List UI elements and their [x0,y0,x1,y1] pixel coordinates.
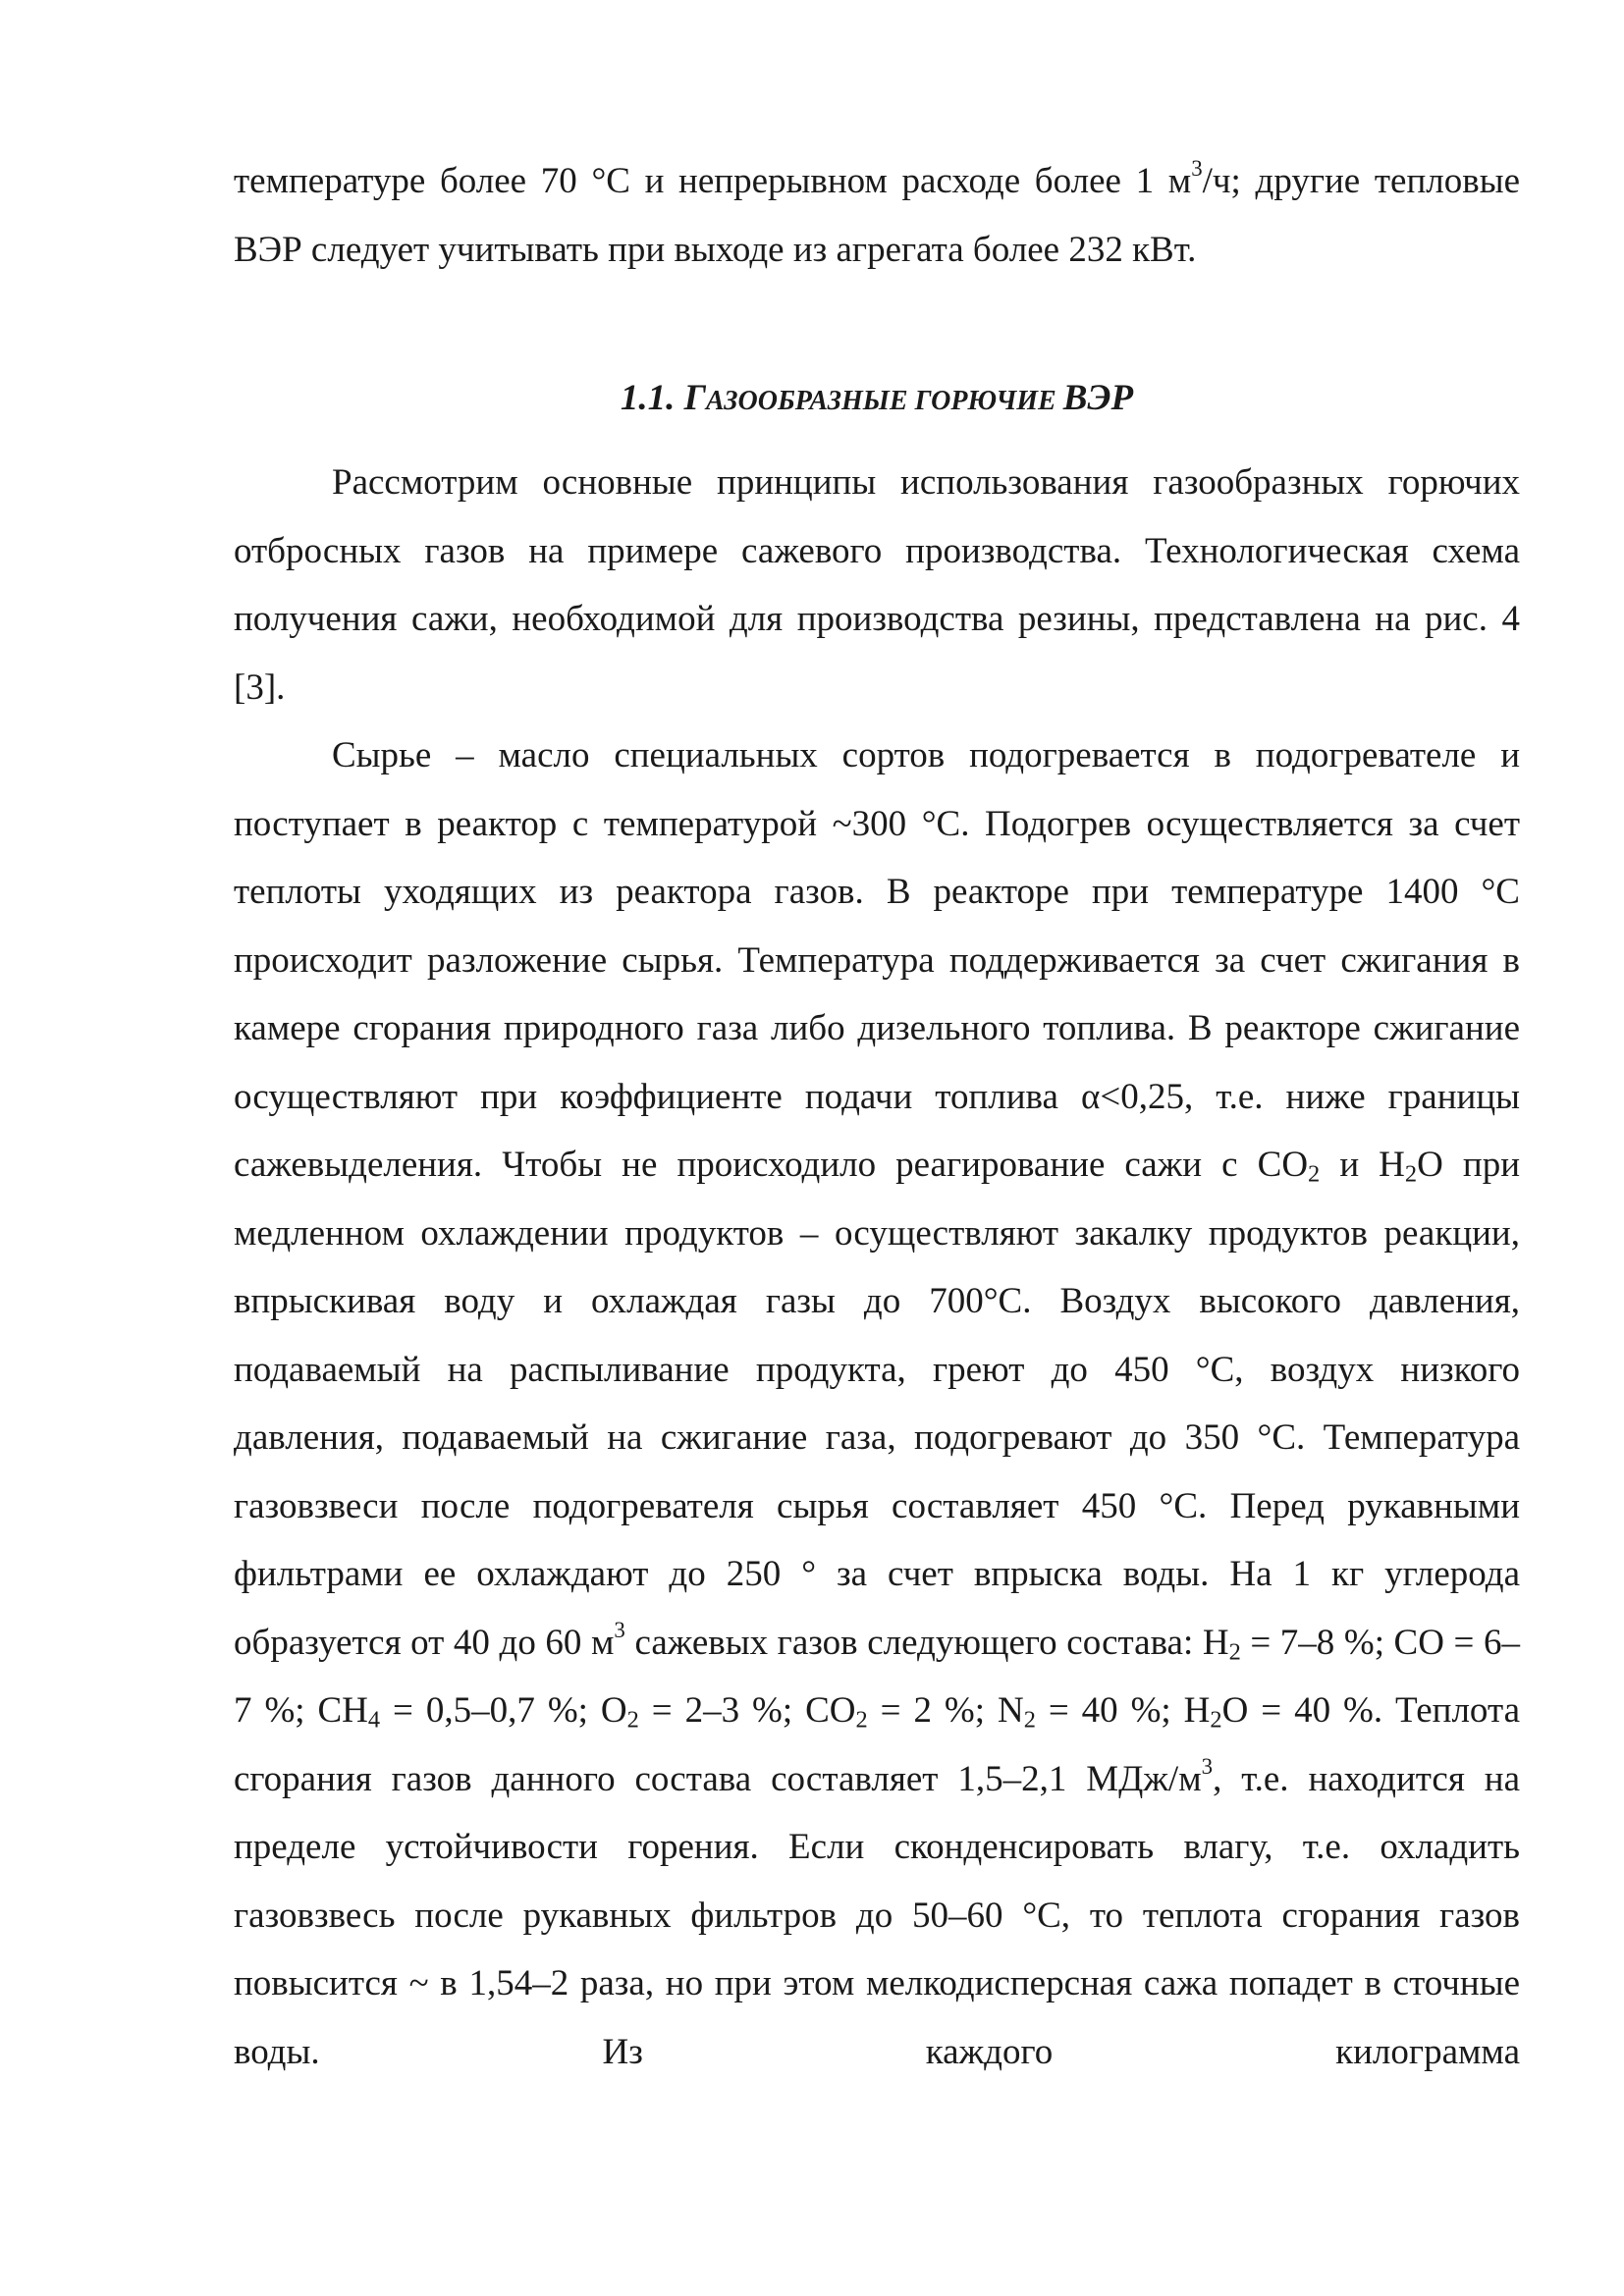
paragraph-2 [234,721,1520,2086]
para2-subscript: 2 [1228,1637,1241,1665]
heading-first-letter: Г [683,378,706,418]
para2-superscript: 3 [1201,1753,1214,1779]
para2-text: , т.е. находится на пределе устойчивости горения. Если сконденсировать влагу, т.е. охладить газовзвесь после рукавных фильтров до 50–60 °С, то теплота сгорания газов повысится ~ в 1,54–2 раза, но при этом мелкодисперсная сажа попадет в сточные воды. Из каждого килограмма [234,1758,1520,2072]
intro-text-1: температуре более 70 °С и непрерывном расходе более 1 м [234,161,1192,201]
heading-smallcaps-text: АЗООБРАЗНЫЕ ГОРЮЧИЕ [706,386,1063,416]
intro-superscript: 3 [1191,155,1203,181]
para2-subscript: 2 [626,1706,639,1734]
para2-text: = 0,5–0,7 %; О [380,1690,627,1731]
para2-subscript: 2 [1404,1160,1418,1188]
para2-subscript: 2 [1023,1706,1036,1734]
para2-subscript: 2 [1210,1706,1222,1734]
para2-text: и Н [1320,1145,1405,1185]
intro-paragraph [234,147,1520,284]
para2-text: = 2–3 %; СО [638,1690,856,1731]
para2-text: О при медленном охлаждении продуктов – осуществляют закалку продуктов реакции, впрыскивая воду и охлаждая газы до 700°С. Воздух высокого давления, подаваемый на распыливание продукта, греют до 450 °С, воздух низкого давления, подаваемый на сжигание газа, подогревают до 350 °С. Температура газовзвеси после подогревателя сырья составляет 450 °С. Перед рукавными фильтрами ее охлаждают до 250 ° за счет впрыска воды. На 1 кг углерода образуется от 40 до 60 м [234,1145,1520,1663]
para2-subscript: 2 [855,1706,868,1734]
para2-superscript: 3 [614,1617,625,1642]
heading-number: 1.1. [620,378,684,418]
para2-text: = 7–8 %; СО = 6–7 %; СН [234,1622,1520,1731]
para2-text: сажевых газов следующего состава: Н [624,1622,1229,1663]
section-heading [234,364,1520,436]
para2-text: = 40 %; Н [1035,1690,1211,1731]
para2-text: Сырье – масло специальных сортов подогревается в подогревателе и поступает в реактор с температурой ~300 °С. Подогрев осуществляется за счет теплоты уходящих из реактора газов. В реакторе при температуре 1400 °С происходит разложение сырья. Температура поддерживается за счет сжигания в камере сгорания природного газа либо дизельного топлива. В реакторе сжигание осуществляют при коэффициенте подачи топлива α<0,25, т.е. ниже границы сажевыделения. Чтобы не происходило реагирование сажи с СО [234,735,1520,1185]
main-text-block [234,449,1520,2086]
para2-subscript: 4 [367,1706,381,1734]
heading-tail: ВЭР [1062,378,1134,418]
paragraph-1: Рассмотрим основные принципы использования газообразных горючих отбросных газов на примере сажевого производства. Технологическая схема получения сажи, необходимой для производства резины, представлена на рис. 4 [3]. [234,462,1520,708]
intro-block [234,147,1520,284]
para2-text: О = 40 %. Теплота сгорания газов данного состава составляет 1,5–2,1 МДж/м [234,1690,1520,1799]
intro-text-2: /ч; другие тепловые ВЭР следует учитывать при выходе из агрегата более 232 кВт. [234,161,1520,270]
para2-text: = 2 %; N [867,1690,1024,1731]
para2-subscript: 2 [1308,1160,1321,1188]
